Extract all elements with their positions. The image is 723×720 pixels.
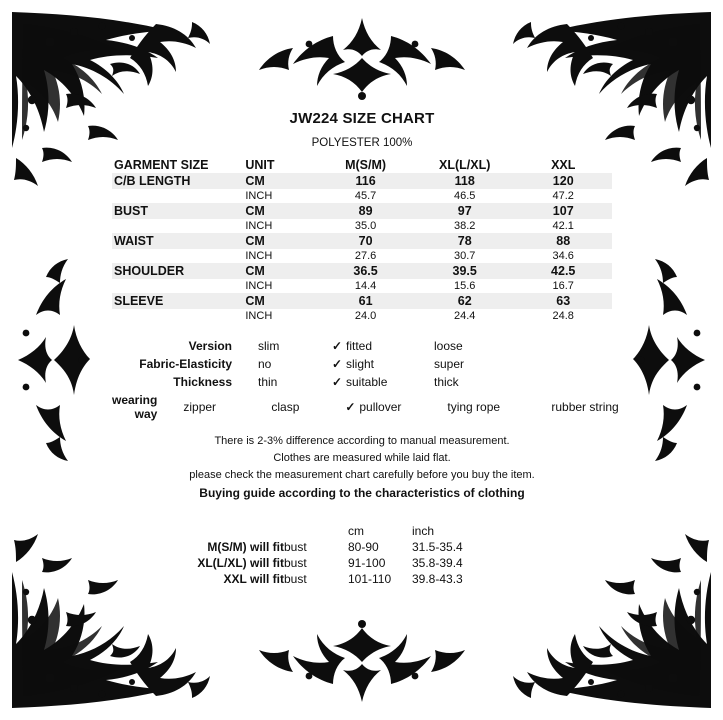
measurement-cell: 45.7 — [354, 190, 377, 202]
fit-cell: XXL will fit — [223, 571, 284, 586]
attribute-choice-label: rubber string — [551, 400, 619, 414]
attribute-choice[interactable] — [244, 375, 332, 389]
ornament-edge-top — [247, 14, 477, 104]
measurement-cell: 61 — [316, 293, 415, 309]
measurement-cell: 24.4 — [453, 310, 476, 322]
fit-cell: 35.8-39.4 — [412, 555, 463, 570]
measurement-cell: 116 — [316, 173, 415, 189]
fit-cell: 31.5-35.4 — [412, 539, 463, 554]
row-unit: CM — [243, 203, 316, 219]
attribute-choice-label: clasp — [271, 400, 300, 414]
attribute-choice-label: slight — [346, 357, 375, 371]
table-row — [112, 249, 612, 263]
fit-cell: 80-90 — [348, 539, 379, 554]
measurement-cell: 70 — [316, 233, 415, 249]
measurement-cell: 107 — [514, 203, 612, 219]
check-icon: ✓ — [332, 375, 343, 389]
check-icon: ✓ — [345, 400, 356, 414]
attribute-choice-label: thin — [258, 375, 278, 389]
attribute-choice[interactable] — [420, 357, 508, 371]
attribute-choice[interactable] — [332, 339, 420, 353]
fit-cell: 101-110 — [348, 571, 392, 586]
fit-column-header — [134, 523, 284, 539]
fit-column-header: inch — [412, 523, 435, 538]
attribute-choice[interactable] — [420, 339, 508, 353]
attribute-choice-label: suitable — [346, 375, 388, 389]
attribute-row — [112, 393, 619, 421]
row-label: SLEEVE — [112, 293, 243, 309]
fit-cell: bust — [284, 555, 307, 570]
note-line-3: please check the measurement chart carefully before you buy the item. — [189, 469, 535, 482]
note-line-1: There is 2-3% difference according to manual measurement. — [214, 435, 510, 447]
column-header: XL(L/XL) — [439, 158, 491, 172]
attribute-row — [112, 357, 612, 371]
table-header-row — [112, 157, 612, 173]
fit-row — [134, 571, 492, 587]
measurement-cell: 63 — [514, 293, 612, 309]
row-label: SHOULDER — [112, 263, 243, 279]
row-label: WAIST — [112, 233, 243, 249]
row-unit: INCH — [245, 250, 273, 262]
row-unit: INCH — [245, 220, 273, 232]
fit-column-header — [284, 523, 348, 539]
material-subtitle: POLYESTER 100% — [311, 137, 413, 149]
check-icon: ✓ — [332, 339, 343, 353]
column-header: M(S/M) — [345, 158, 387, 172]
measurement-cell: 89 — [316, 203, 415, 219]
page-title: JW224 SIZE CHART — [289, 110, 435, 127]
measurement-cell: 15.6 — [453, 280, 476, 292]
table-row — [112, 203, 612, 219]
attribute-label: Version — [188, 339, 232, 353]
row-label — [112, 189, 243, 203]
column-header: XXL — [551, 158, 576, 172]
attribute-choice[interactable] — [332, 357, 420, 371]
measurement-cell: 46.5 — [453, 190, 476, 202]
ornament-edge-bottom — [247, 616, 477, 706]
row-unit: INCH — [245, 310, 273, 322]
table-row — [112, 293, 612, 309]
row-unit: CM — [243, 173, 316, 189]
row-label — [112, 309, 243, 323]
attribute-choice-label: super — [434, 357, 465, 371]
attribute-choice[interactable] — [169, 400, 257, 414]
measurement-cell: 14.4 — [354, 280, 377, 292]
attribute-choice[interactable] — [433, 400, 537, 414]
row-label: C/B LENGTH — [112, 173, 243, 189]
measurement-cell: 35.0 — [354, 220, 377, 232]
row-label — [112, 249, 243, 263]
attribute-choice-label: slim — [258, 339, 280, 353]
attribute-choice-label: no — [258, 357, 272, 371]
note-line-4: Buying guide according to the characteristics of clothing — [199, 486, 525, 501]
size-chart-content — [112, 110, 619, 587]
row-unit: CM — [243, 233, 316, 249]
attribute-label: Fabric-Elasticity — [139, 357, 232, 371]
measurement-notes — [112, 433, 612, 503]
ornament-edge-right — [631, 255, 711, 465]
measurement-cell: 38.2 — [453, 220, 476, 232]
ornament-edge-left — [12, 255, 92, 465]
fit-cell: bust — [284, 571, 307, 586]
column-header: GARMENT SIZE — [114, 158, 209, 172]
row-unit: INCH — [245, 280, 273, 292]
measurement-cell: 78 — [415, 233, 515, 249]
attribute-choice-label: pullover — [359, 400, 402, 414]
measurement-cell: 120 — [514, 173, 612, 189]
attribute-choice[interactable] — [244, 339, 332, 353]
attribute-label: Thickness — [173, 375, 232, 389]
measurement-cell: 97 — [415, 203, 515, 219]
attribute-choice-label: thick — [434, 375, 459, 389]
fit-cell: 39.8-43.3 — [412, 571, 463, 586]
size-measurement-table — [112, 157, 612, 323]
attribute-choice-label: tying rope — [447, 400, 501, 414]
fit-cell: M(S/M) will fit — [207, 539, 284, 554]
measurement-cell: 24.8 — [552, 310, 574, 322]
measurement-cell: 30.7 — [453, 250, 476, 262]
garment-attributes — [112, 339, 619, 421]
check-icon: ✓ — [332, 357, 343, 371]
fit-row — [134, 555, 492, 571]
attribute-choice[interactable] — [257, 400, 345, 414]
table-row — [112, 189, 612, 203]
attribute-choice[interactable] — [244, 357, 332, 371]
table-row — [112, 279, 612, 293]
row-label — [112, 279, 243, 293]
measurement-cell: 36.5 — [316, 263, 415, 279]
measurement-cell: 88 — [514, 233, 612, 249]
fit-cell: bust — [284, 539, 307, 554]
attribute-choice[interactable] — [537, 400, 641, 414]
attribute-choice-label: zipper — [183, 400, 217, 414]
attribute-choice-label: fitted — [346, 339, 373, 353]
measurement-cell: 34.6 — [552, 250, 574, 262]
fit-cell: 91-100 — [348, 555, 386, 570]
attribute-row — [112, 375, 612, 389]
row-unit: CM — [243, 293, 316, 309]
row-label — [112, 219, 243, 233]
measurement-cell: 118 — [415, 173, 515, 189]
attribute-choice[interactable] — [420, 375, 508, 389]
fit-guide — [112, 523, 612, 587]
column-header: UNIT — [245, 158, 275, 172]
measurement-cell: 27.6 — [354, 250, 377, 262]
attribute-row — [112, 339, 612, 353]
row-unit: INCH — [245, 190, 273, 202]
attribute-choice[interactable] — [332, 375, 420, 389]
table-row — [112, 173, 612, 189]
measurement-cell: 42.5 — [514, 263, 612, 279]
table-row — [112, 309, 612, 323]
measurement-cell: 42.1 — [552, 220, 574, 232]
table-row — [112, 263, 612, 279]
measurement-cell: 62 — [415, 293, 515, 309]
fit-table — [134, 523, 492, 587]
row-unit: CM — [243, 263, 316, 279]
attribute-label: wearing way — [112, 393, 158, 421]
attribute-choice-label: loose — [434, 339, 463, 353]
measurement-cell: 47.2 — [552, 190, 574, 202]
note-line-2: Clothes are measured while laid flat. — [273, 452, 451, 465]
table-row — [112, 219, 612, 233]
fit-column-header: cm — [348, 523, 364, 538]
table-row — [112, 233, 612, 249]
measurement-cell: 39.5 — [415, 263, 515, 279]
attribute-choice[interactable] — [345, 400, 433, 414]
fit-header-row — [134, 523, 492, 539]
measurement-cell: 24.0 — [354, 310, 377, 322]
row-label: BUST — [112, 203, 243, 219]
fit-cell: XL(L/XL) will fit — [197, 555, 284, 570]
fit-row — [134, 539, 492, 555]
measurement-cell: 16.7 — [552, 280, 574, 292]
